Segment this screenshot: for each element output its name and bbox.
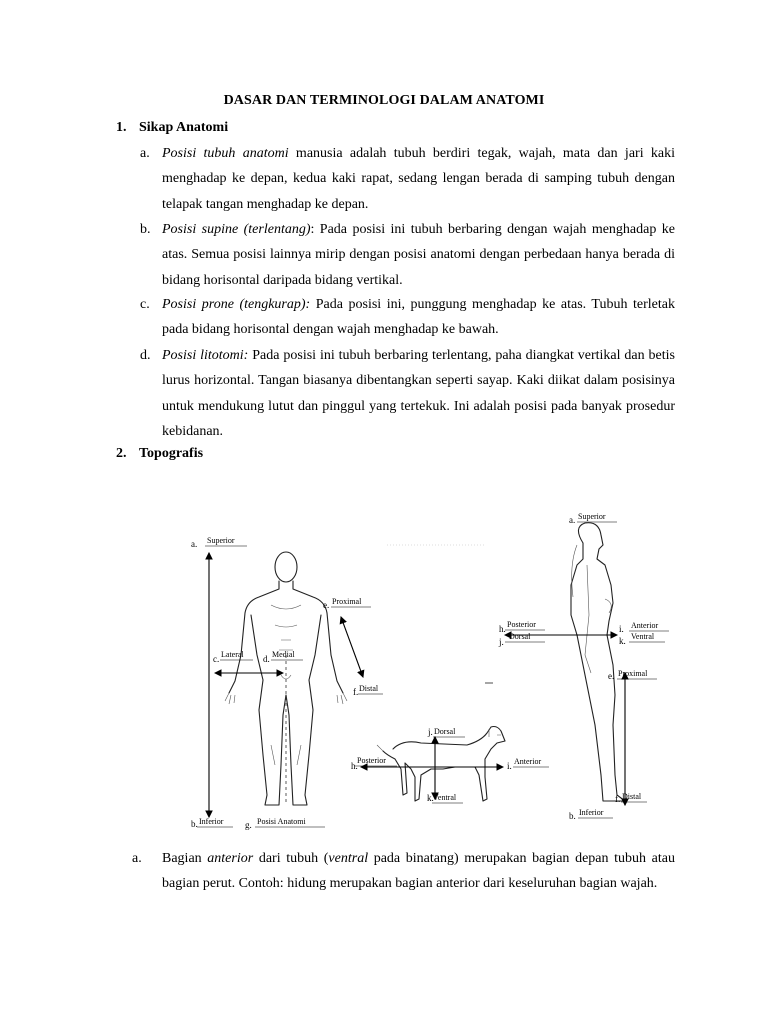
- list-item-text: [162, 141, 675, 217]
- text-run: pada binatang) merupakan bagian depan tubuh atau bagian perut. Contoh: hidung merupakan bagian anterior dari keseluruhan bagian wajah.: [162, 851, 675, 892]
- label-inferior-side-letter: b.: [569, 811, 576, 821]
- label-posisi-anatomi-letter: g.: [245, 820, 252, 830]
- anatomy-figure-svg: [185, 505, 675, 835]
- label-inferior-side: Inferior: [579, 808, 604, 817]
- label-proximal-side: Proximal: [618, 669, 648, 678]
- label-inferior-front: Inferior: [199, 817, 224, 826]
- label-ventral-dog: Ventral: [433, 793, 457, 802]
- italic-term: ventral: [328, 851, 369, 866]
- list-item-text: [162, 217, 675, 293]
- section-heading-topografis: [116, 446, 203, 462]
- label-superior-front-letter: a.: [191, 539, 198, 549]
- item-body: : Pada posisi ini tubuh berbaring dengan wajah menghadap ke atas. Semua posisi lainnya mirip dengan posisi anatomi dengan perbedaan hanya berada di bidang horisontal daripada bidang vertikal.: [162, 222, 675, 288]
- label-posterior-side: Posterior: [507, 620, 536, 629]
- side-human-figure: [571, 523, 625, 801]
- label-distal-front: Distal: [359, 684, 379, 693]
- section-number: 1.: [116, 120, 127, 135]
- label-lateral-letter: c.: [213, 654, 220, 664]
- label-dorsal-dog: Dorsal: [434, 727, 456, 736]
- list-item-a: [140, 141, 675, 217]
- item-body: Pada posisi ini tubuh berbaring terlentang, paha diangkat vertikal dan betis lurus horizontal. Tangan biasanya dibentangkan seperti sayap. Kaki diikat dalam posisinya untuk mendukung lutut dan pinggul yang tertekuk. Ini adalah posisi pada banyak prosedur kebidanan.: [162, 348, 675, 440]
- label-posterior-side-letter: h.: [499, 624, 506, 634]
- list-marker: a.: [132, 851, 142, 866]
- section-title: Topografis: [139, 446, 204, 461]
- list-marker: a.: [140, 146, 150, 161]
- label-medial-letter: d.: [263, 654, 270, 664]
- label-distal-side-letter: f.: [615, 794, 621, 804]
- list-item-d: [140, 343, 675, 445]
- section-title: Sikap Anatomi: [139, 120, 229, 135]
- label-anterior-side-letter: i.: [619, 624, 624, 634]
- label-inferior-front-letter: b.: [191, 819, 198, 829]
- section-heading-sikap-anatomi: [116, 120, 228, 136]
- label-distal-front-letter: f.: [353, 687, 359, 697]
- list-marker: c.: [140, 297, 150, 312]
- list-item-text: [162, 846, 675, 897]
- label-medial: Medial: [272, 650, 295, 659]
- italic-term: Posisi supine (terlentang): [162, 222, 311, 237]
- item-body: manusia adalah tubuh berdiri tegak, wajah, mata dan jari kaki menghadap ke depan, kedua kaki rapat, sedang lengan berada di samping tubuh dengan telapak tangan menghadap ke depan.: [162, 146, 675, 212]
- list-item-text: [162, 343, 675, 445]
- italic-term: Posisi prone (tengkurap):: [162, 297, 311, 312]
- label-anterior-dog-letter: i.: [507, 761, 512, 771]
- italic-term: anterior: [207, 851, 254, 866]
- front-human-figure: [225, 552, 347, 805]
- label-distal-side: Distal: [622, 792, 642, 801]
- label-posterior-dog-letter: h.: [351, 761, 358, 771]
- text-run: Bagian: [162, 851, 208, 866]
- label-ventral-side-letter: k.: [619, 636, 626, 646]
- label-proximal-front-letter: e.: [323, 600, 330, 610]
- proximal-distal-arrow: [341, 617, 363, 677]
- label-proximal-front: Proximal: [332, 597, 362, 606]
- label-superior-side-letter: a.: [569, 515, 576, 525]
- label-ventral-side: Ventral: [631, 632, 655, 641]
- label-dorsal-side-letter: j.: [499, 637, 504, 647]
- list-item-after-figure: [132, 846, 675, 897]
- document-title: DASAR DAN TERMINOLOGI DALAM ANATOMI: [223, 93, 545, 108]
- item-body: Pada posisi ini, punggung menghadap ke atas. Tubuh terletak pada bidang horisontal dengan wajah menghadap ke bawah.: [162, 297, 675, 338]
- dog-figure: [377, 727, 505, 802]
- list-item-text: [162, 292, 675, 343]
- italic-term: Posisi tubuh anatomi: [162, 146, 289, 161]
- label-ventral-dog-letter: k.: [427, 793, 434, 803]
- list-item-b: [140, 217, 675, 293]
- label-anterior-side: Anterior: [631, 621, 659, 630]
- label-dorsal-side: Dorsal: [509, 632, 531, 641]
- label-proximal-side-letter: e.: [608, 671, 615, 681]
- italic-term: Posisi litotomi:: [162, 348, 249, 363]
- list-item-c: [140, 292, 675, 343]
- list-marker: b.: [140, 222, 151, 237]
- text-run: dari tubuh (: [253, 851, 329, 866]
- anatomy-figure: [185, 505, 675, 835]
- label-anterior-dog: Anterior: [514, 757, 542, 766]
- label-posterior-dog: Posterior: [357, 756, 386, 765]
- section-number: 2.: [116, 446, 127, 461]
- label-lateral: Lateral: [221, 650, 244, 659]
- label-posisi-anatomi: Posisi Anatomi: [257, 817, 306, 826]
- label-dorsal-dog-letter: j.: [428, 727, 433, 737]
- list-marker: d.: [140, 348, 151, 363]
- label-superior-front: Superior: [207, 536, 235, 545]
- label-superior-side: Superior: [578, 512, 606, 521]
